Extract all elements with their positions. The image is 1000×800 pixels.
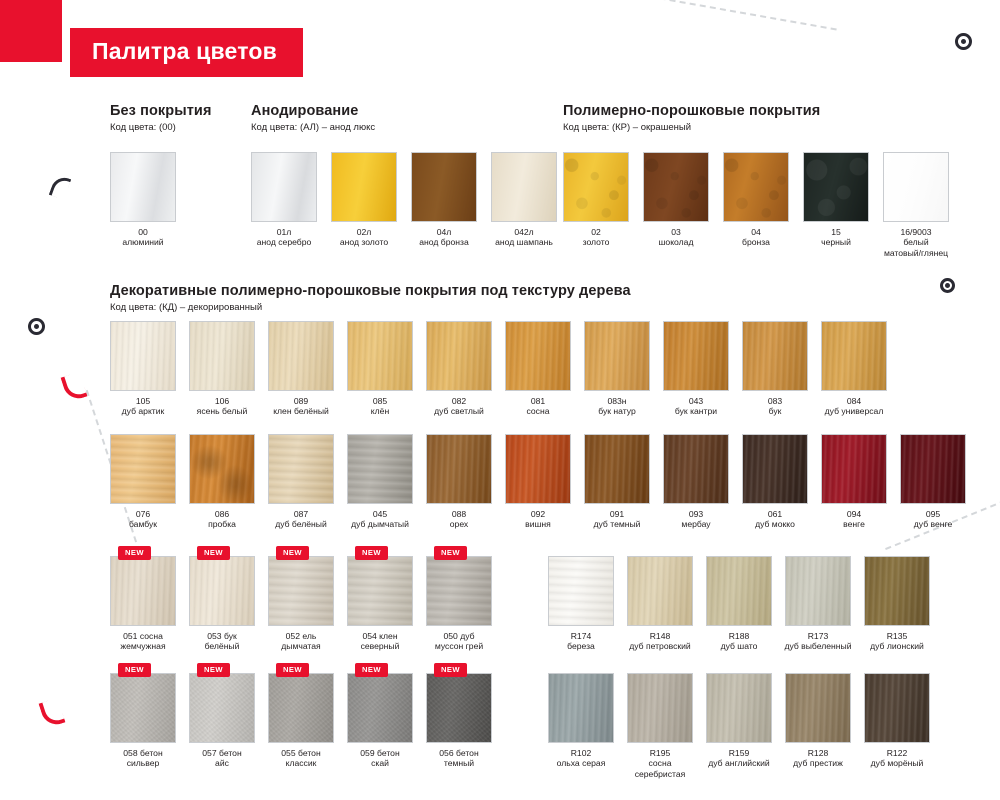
swatch-name: клён <box>370 406 390 417</box>
swatch-name: анод золото <box>339 237 389 248</box>
swatch-code: 057 бетон <box>202 748 242 758</box>
swatch-code: 051 сосна <box>123 631 163 641</box>
swatch-chip <box>268 673 334 743</box>
swatch-caption <box>502 396 574 417</box>
swatch[interactable] <box>821 434 887 530</box>
swatch-caption <box>703 631 775 652</box>
swatch-name: дуб выбеленный <box>784 641 852 652</box>
swatch[interactable] <box>864 556 930 652</box>
swatch-code: 00 <box>138 227 148 237</box>
new-badge: NEW <box>355 546 388 560</box>
swatch-code: 088 <box>451 509 467 519</box>
swatch-caption <box>186 396 258 417</box>
swatch[interactable] <box>268 665 334 769</box>
swatch[interactable] <box>110 434 176 530</box>
swatch-caption <box>545 631 617 652</box>
swatch-name: анод шампань <box>495 237 553 248</box>
swatch-caption <box>265 631 337 652</box>
swatch-row <box>110 548 492 652</box>
swatch-chip <box>706 673 772 743</box>
swatch-code: 055 бетон <box>281 748 321 758</box>
swatch-caption <box>107 631 179 652</box>
swatch-caption <box>581 509 653 530</box>
swatch-code: 02 <box>591 227 601 237</box>
swatch-name: мербау <box>681 519 711 530</box>
swatch-chip <box>110 434 176 504</box>
swatch-code: R188 <box>728 631 750 641</box>
swatch-name: анод бронза <box>419 237 469 248</box>
swatch-code: 076 <box>135 509 151 519</box>
swatch-chip <box>268 321 334 391</box>
swatch-code: R135 <box>886 631 908 641</box>
swatch-chip <box>803 152 869 222</box>
swatch-chip <box>643 152 709 222</box>
swatch-chip <box>347 321 413 391</box>
page-title: Палитра цветов <box>70 28 303 77</box>
swatch-caption <box>818 396 890 417</box>
swatch-name: орех <box>449 519 469 530</box>
swatch-caption <box>107 509 179 530</box>
swatch-name: бук кантри <box>674 406 718 417</box>
swatch[interactable] <box>548 673 614 779</box>
swatch-chip <box>864 556 930 626</box>
new-badge: NEW <box>276 546 309 560</box>
swatch-code: 02л <box>356 227 372 237</box>
swatch[interactable] <box>900 434 966 530</box>
swatch[interactable] <box>505 434 571 530</box>
swatch-caption <box>344 748 416 769</box>
swatch[interactable] <box>821 321 887 417</box>
swatch-name: бук натур <box>598 406 636 417</box>
decor-dash-top <box>649 0 836 30</box>
swatch-name: дуб петровский <box>629 641 691 652</box>
swatch[interactable] <box>864 673 930 779</box>
swatch-caption <box>624 631 696 652</box>
swatch[interactable] <box>491 152 557 248</box>
swatch-code: R148 <box>649 631 671 641</box>
swatch-chip <box>268 556 334 626</box>
swatch[interactable] <box>189 321 255 417</box>
swatch-code: 054 клен <box>362 631 398 641</box>
swatch[interactable] <box>347 434 413 530</box>
swatch-name: алюминий <box>122 237 164 248</box>
swatch-caption <box>739 396 811 417</box>
swatch-chip <box>742 321 808 391</box>
swatch-code: 084 <box>846 396 862 406</box>
swatch-caption <box>488 227 560 248</box>
swatch-caption <box>720 227 792 248</box>
swatch-caption <box>818 509 890 530</box>
swatch[interactable] <box>110 321 176 417</box>
swatch-caption <box>107 227 179 248</box>
swatch-caption <box>423 631 495 652</box>
swatch[interactable] <box>584 434 650 530</box>
swatch[interactable] <box>706 556 772 652</box>
swatch-code: 04л <box>436 227 452 237</box>
section-title: Декоративные полимерно-порошковые покрытия под текстуру дерева <box>110 283 631 299</box>
swatch-name: матовый/глянец <box>883 247 949 258</box>
swatch-chip <box>505 434 571 504</box>
swatch[interactable] <box>331 152 397 248</box>
swatch-name: серебристая <box>634 768 686 779</box>
swatch[interactable] <box>627 673 693 779</box>
swatch-chip <box>627 673 693 743</box>
swatch-code: 083н <box>607 396 627 406</box>
swatch-name: сильвер <box>126 758 160 769</box>
swatch-name: бамбук <box>128 519 158 530</box>
swatch-chip <box>627 556 693 626</box>
swatch-name: ольха серая <box>556 758 606 769</box>
swatch[interactable] <box>643 152 709 258</box>
swatch[interactable] <box>742 434 808 530</box>
swatch-code: R159 <box>728 748 750 758</box>
section-subtitle: Код цвета: (АЛ) – анод люкс <box>251 122 376 133</box>
swatch[interactable] <box>347 665 413 769</box>
swatch[interactable] <box>663 434 729 530</box>
swatch-chip <box>663 434 729 504</box>
swatch[interactable] <box>189 434 255 530</box>
decor-swoosh-1 <box>60 372 87 403</box>
swatch-caption <box>344 396 416 417</box>
swatch[interactable] <box>706 673 772 779</box>
swatch-chip <box>883 152 949 222</box>
decor-ring-1 <box>955 33 972 50</box>
new-badge: NEW <box>197 663 230 677</box>
swatch-name: жемчужная <box>120 641 166 652</box>
swatch-code: 093 <box>688 509 704 519</box>
swatch[interactable] <box>347 321 413 417</box>
swatch-caption <box>265 748 337 769</box>
swatch-row <box>563 152 949 258</box>
swatch-name: дуб мокко <box>755 519 795 530</box>
swatch-chip <box>347 556 413 626</box>
swatch-name: скай <box>371 758 389 769</box>
section-wood-decor <box>110 283 990 313</box>
swatch-chip <box>268 434 334 504</box>
swatch[interactable] <box>563 152 629 258</box>
swatch-code: 086 <box>214 509 230 519</box>
new-badge: NEW <box>197 546 230 560</box>
swatch-name: дымчатая <box>281 641 321 652</box>
swatch-caption <box>545 748 617 769</box>
swatch-code: 059 бетон <box>360 748 400 758</box>
new-badge: NEW <box>276 663 309 677</box>
swatch[interactable] <box>110 152 176 248</box>
swatch-chip <box>426 673 492 743</box>
swatch[interactable] <box>189 665 255 769</box>
swatch[interactable] <box>268 434 334 530</box>
swatch-caption <box>423 396 495 417</box>
swatch-code: 089 <box>293 396 309 406</box>
section-subtitle: Код цвета: (00) <box>110 122 176 133</box>
swatch-caption <box>408 227 480 248</box>
swatch-name: шоколад <box>658 237 694 248</box>
swatch-chip <box>426 434 492 504</box>
swatch-code: 03 <box>671 227 681 237</box>
swatch-caption <box>344 509 416 530</box>
swatch-code: 15 <box>831 227 841 237</box>
swatch-code: 053 бук <box>207 631 237 641</box>
section-anodizing <box>251 103 557 248</box>
swatch-caption <box>186 748 258 769</box>
swatch-code: 042л <box>514 227 534 237</box>
swatch-code: 056 бетон <box>439 748 479 758</box>
swatch-caption <box>640 227 712 248</box>
swatch-name: дуб престиж <box>793 758 843 769</box>
swatch-row <box>251 152 557 248</box>
swatch-code: 083 <box>767 396 783 406</box>
corner-accent <box>0 0 62 62</box>
swatch-chip <box>110 152 176 222</box>
swatch-name: муссон грей <box>434 641 484 652</box>
swatch-name: белый <box>903 237 929 248</box>
swatch-code: 043 <box>688 396 704 406</box>
swatch-chip <box>663 321 729 391</box>
swatch[interactable] <box>742 321 808 417</box>
section-subtitle: Код цвета: (КР) – окрашеный <box>563 122 691 133</box>
swatch-chip <box>548 556 614 626</box>
swatch-chip <box>411 152 477 222</box>
swatch-caption <box>502 509 574 530</box>
swatch-caption <box>248 227 320 248</box>
swatch-caption <box>897 509 969 530</box>
swatch-name: анод серебро <box>256 237 312 248</box>
swatch-code: 050 дуб <box>443 631 475 641</box>
swatch-code: R174 <box>570 631 592 641</box>
swatch-row <box>110 321 887 417</box>
swatch-row <box>110 665 492 769</box>
swatch[interactable] <box>505 321 571 417</box>
swatch[interactable] <box>426 548 492 652</box>
swatch-name: темный <box>443 758 475 769</box>
swatch-name: сосна <box>648 758 672 769</box>
swatch-code: 16/9003 <box>900 227 932 237</box>
decor-ring-3 <box>28 318 45 335</box>
swatch-code: 061 <box>767 509 783 519</box>
swatch-name: дуб арктик <box>121 406 165 417</box>
swatch-code: 045 <box>372 509 388 519</box>
swatch-row <box>548 673 930 779</box>
swatch-chip <box>189 673 255 743</box>
swatch[interactable] <box>426 434 492 530</box>
swatch-code: R173 <box>807 631 829 641</box>
swatch-chip <box>785 556 851 626</box>
swatch-name: дуб светлый <box>434 406 484 417</box>
swatch-caption <box>782 748 854 769</box>
swatch-name: дуб лионский <box>870 641 924 652</box>
swatch-chip <box>706 556 772 626</box>
swatch-chip <box>347 434 413 504</box>
swatch-name: пробка <box>208 519 236 530</box>
swatch-code: 106 <box>214 396 230 406</box>
swatch-chip <box>331 152 397 222</box>
new-badge: NEW <box>434 546 467 560</box>
swatch[interactable] <box>189 548 255 652</box>
swatch-chip <box>426 556 492 626</box>
swatch-caption <box>107 748 179 769</box>
swatch-code: 01л <box>276 227 292 237</box>
swatch-caption <box>660 509 732 530</box>
swatch-name: дуб универсал <box>824 406 884 417</box>
new-badge: NEW <box>118 546 151 560</box>
swatch-chip <box>110 556 176 626</box>
swatch-name: северный <box>360 641 400 652</box>
swatch-code: 081 <box>530 396 546 406</box>
swatch[interactable] <box>268 548 334 652</box>
swatch-name: золото <box>582 237 610 248</box>
section-title: Анодирование <box>251 103 359 119</box>
swatch-chip <box>563 152 629 222</box>
swatch-caption <box>344 631 416 652</box>
swatch-caption <box>739 509 811 530</box>
swatch-caption <box>861 631 933 652</box>
new-badge: NEW <box>355 663 388 677</box>
swatch-chip <box>548 673 614 743</box>
swatch-code: 105 <box>135 396 151 406</box>
swatch-chip <box>110 673 176 743</box>
swatch[interactable] <box>785 673 851 779</box>
swatch-code: 087 <box>293 509 309 519</box>
swatch-caption <box>624 748 696 779</box>
swatch-name: ясень белый <box>196 406 248 417</box>
swatch-chip <box>723 152 789 222</box>
swatch-caption <box>703 748 775 769</box>
swatch-row <box>110 434 966 530</box>
swatch-code: R128 <box>807 748 829 758</box>
swatch-code: 092 <box>530 509 546 519</box>
swatch-chip <box>491 152 557 222</box>
swatch-chip <box>251 152 317 222</box>
swatch-caption <box>581 396 653 417</box>
swatch-name: классик <box>285 758 317 769</box>
swatch-chip <box>864 673 930 743</box>
swatch-chip <box>189 556 255 626</box>
decor-swoosh-2 <box>38 698 65 729</box>
swatch-chip <box>821 321 887 391</box>
swatch-code: 091 <box>609 509 625 519</box>
swatch-caption <box>782 631 854 652</box>
swatch[interactable] <box>785 556 851 652</box>
section-no-coating <box>110 103 212 248</box>
swatch-caption <box>107 396 179 417</box>
swatch-caption <box>660 396 732 417</box>
swatch-caption <box>861 748 933 769</box>
swatch-chip <box>426 321 492 391</box>
swatch-name: бронза <box>742 237 770 248</box>
swatch-name: вишня <box>525 519 551 530</box>
swatch[interactable] <box>883 152 949 258</box>
swatch-name: береза <box>567 641 595 652</box>
swatch-code: 095 <box>925 509 941 519</box>
swatch-code: 085 <box>372 396 388 406</box>
swatch[interactable] <box>663 321 729 417</box>
swatch[interactable] <box>268 321 334 417</box>
swatch-caption <box>328 227 400 248</box>
section-title: Полимерно-порошковые покрытия <box>563 103 821 119</box>
swatch-chip <box>505 321 571 391</box>
swatch[interactable] <box>584 321 650 417</box>
swatch-name: бук <box>768 406 782 417</box>
swatch-name: айс <box>215 758 229 769</box>
swatch-caption <box>186 631 258 652</box>
swatch[interactable] <box>110 548 176 652</box>
swatch-name: сосна <box>526 406 550 417</box>
swatch-name: черный <box>821 237 851 248</box>
swatch-chip <box>189 321 255 391</box>
swatch-caption <box>423 509 495 530</box>
swatch-chip <box>785 673 851 743</box>
swatch-code: R195 <box>649 748 671 758</box>
swatch-chip <box>821 434 887 504</box>
new-badge: NEW <box>434 663 467 677</box>
swatch-chip <box>347 673 413 743</box>
swatch-name: дуб белёный <box>275 519 327 530</box>
swatch-name: клен белёный <box>273 406 329 417</box>
swatch[interactable] <box>548 556 614 652</box>
swatch-caption <box>560 227 632 248</box>
swatch[interactable] <box>803 152 869 258</box>
decor-hook-1 <box>49 174 72 200</box>
swatch-name: дуб дымчатый <box>351 519 409 530</box>
swatch-code: 04 <box>751 227 761 237</box>
swatch[interactable] <box>426 321 492 417</box>
swatch-caption <box>800 227 872 248</box>
swatch-chip <box>900 434 966 504</box>
swatch[interactable] <box>411 152 477 248</box>
swatch-chip <box>584 434 650 504</box>
swatch-name: дуб венге <box>913 519 953 530</box>
swatch-code: 082 <box>451 396 467 406</box>
swatch-name: белёный <box>204 641 240 652</box>
swatch-caption <box>423 748 495 769</box>
swatch-name: венге <box>843 519 865 530</box>
swatch-caption <box>880 227 952 258</box>
swatch-chip <box>110 321 176 391</box>
swatch-name: дуб морёный <box>870 758 924 769</box>
swatch-chip <box>584 321 650 391</box>
swatch-row <box>548 556 930 652</box>
swatch-caption <box>265 509 337 530</box>
swatch-caption <box>265 396 337 417</box>
swatch[interactable] <box>627 556 693 652</box>
swatch-name: дуб шато <box>720 641 758 652</box>
section-subtitle: Код цвета: (КД) – декорированный <box>110 302 263 313</box>
swatch-code: R102 <box>570 748 592 758</box>
swatch-caption <box>186 509 258 530</box>
swatch-name: дуб темный <box>593 519 641 530</box>
swatch-code: 052 ель <box>285 631 317 641</box>
swatch[interactable] <box>426 665 492 769</box>
swatch[interactable] <box>723 152 789 258</box>
section-title: Без покрытия <box>110 103 212 119</box>
swatch[interactable] <box>110 665 176 769</box>
swatch[interactable] <box>251 152 317 248</box>
section-polymer-powder <box>563 103 949 258</box>
swatch-chip <box>742 434 808 504</box>
swatch-code: 058 бетон <box>123 748 163 758</box>
swatch-chip <box>189 434 255 504</box>
swatch[interactable] <box>347 548 413 652</box>
swatch-code: R122 <box>886 748 908 758</box>
new-badge: NEW <box>118 663 151 677</box>
swatch-code: 094 <box>846 509 862 519</box>
swatch-name: дуб английский <box>708 758 770 769</box>
